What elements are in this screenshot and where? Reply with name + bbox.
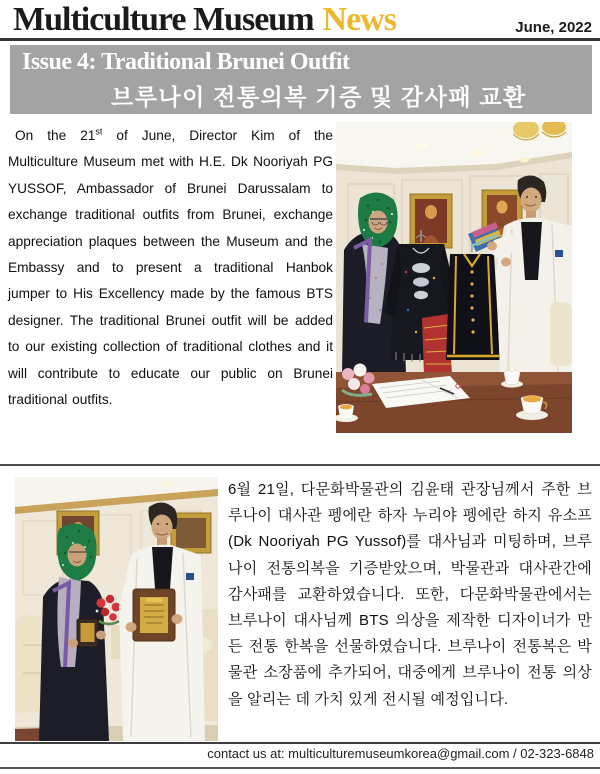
english-article (8, 123, 333, 413)
banner-title-english: Issue 4: Traditional Brunei Outfit (22, 49, 350, 75)
large-appreciation-plaque (126, 589, 183, 641)
footer-rule-top (0, 742, 600, 744)
meeting-photo-illustration (336, 122, 572, 433)
footer-contact-line: contact us at: multiculturemuseumkorea@gmail.com / 02-323-6848 (207, 746, 594, 761)
english-paragraph (8, 123, 333, 413)
issue-date: June, 2022 (515, 19, 592, 36)
english-text-after-sup: of June, Director Kim of the Multiculture Museum met with H.E. Dk Nooriyah PG YUSSOF, Ambassador of Brunei Darussalam to exchange traditional outfits from Brunei, exchange appreciation plaques between the Museum and the Embassy and to present a traditional Hanbok jumper to His Excellency made by the famous BTS designer. The traditional Brunei outfit will be added to our existing collection of traditional clothes and it will contribute to educate our public on Brunei traditional outfits. (8, 128, 333, 408)
footer-rule-bottom (0, 767, 600, 769)
plaque-photo (15, 477, 218, 741)
english-text-before-sup: On the 21 (15, 128, 96, 143)
banner-title-korean: 브루나이 전통의복 기증 및 감사패 교환 (111, 85, 527, 110)
korean-article (228, 477, 592, 713)
masthead-title-main: Multiculture Museum (13, 1, 314, 38)
section-divider (0, 464, 600, 466)
masthead-title-accent: News (322, 1, 396, 38)
meeting-photo (336, 122, 572, 433)
office-chair (550, 302, 572, 366)
masthead-title (13, 1, 396, 39)
portrait-frame-left (410, 194, 452, 248)
korean-paragraph: 6월 21일, 다문화박물관의 김윤태 관장님께서 주한 브루나이 대사관 펭에란 하자 누리야 펭에란 하지 유소프(Dk Nooriyah PG Yussof)를 대사님과 미팅하며, 브루나이 전통의복을 기증받았으며, 박물관과 대사관간에 감사패를 교환하였습니다. 또한, 다문화박물관에서는 브루나이 대사님께 BTS 의상을 제작한 디자이너가 만든 전통 한복을 선물하였습니다. 브루나이 전통복은 박물관 소장품에 추가되어, 대중에게 브루나이 전통 의상을 알리는 데 가치 있게 전시될 예정입니다. (228, 481, 592, 708)
masthead-rule (0, 38, 600, 41)
brunei-jacket-outfit (446, 240, 500, 360)
plaque-photo-illustration (15, 477, 218, 741)
issue-banner (10, 45, 592, 114)
ordinal-superscript: st (95, 126, 103, 137)
